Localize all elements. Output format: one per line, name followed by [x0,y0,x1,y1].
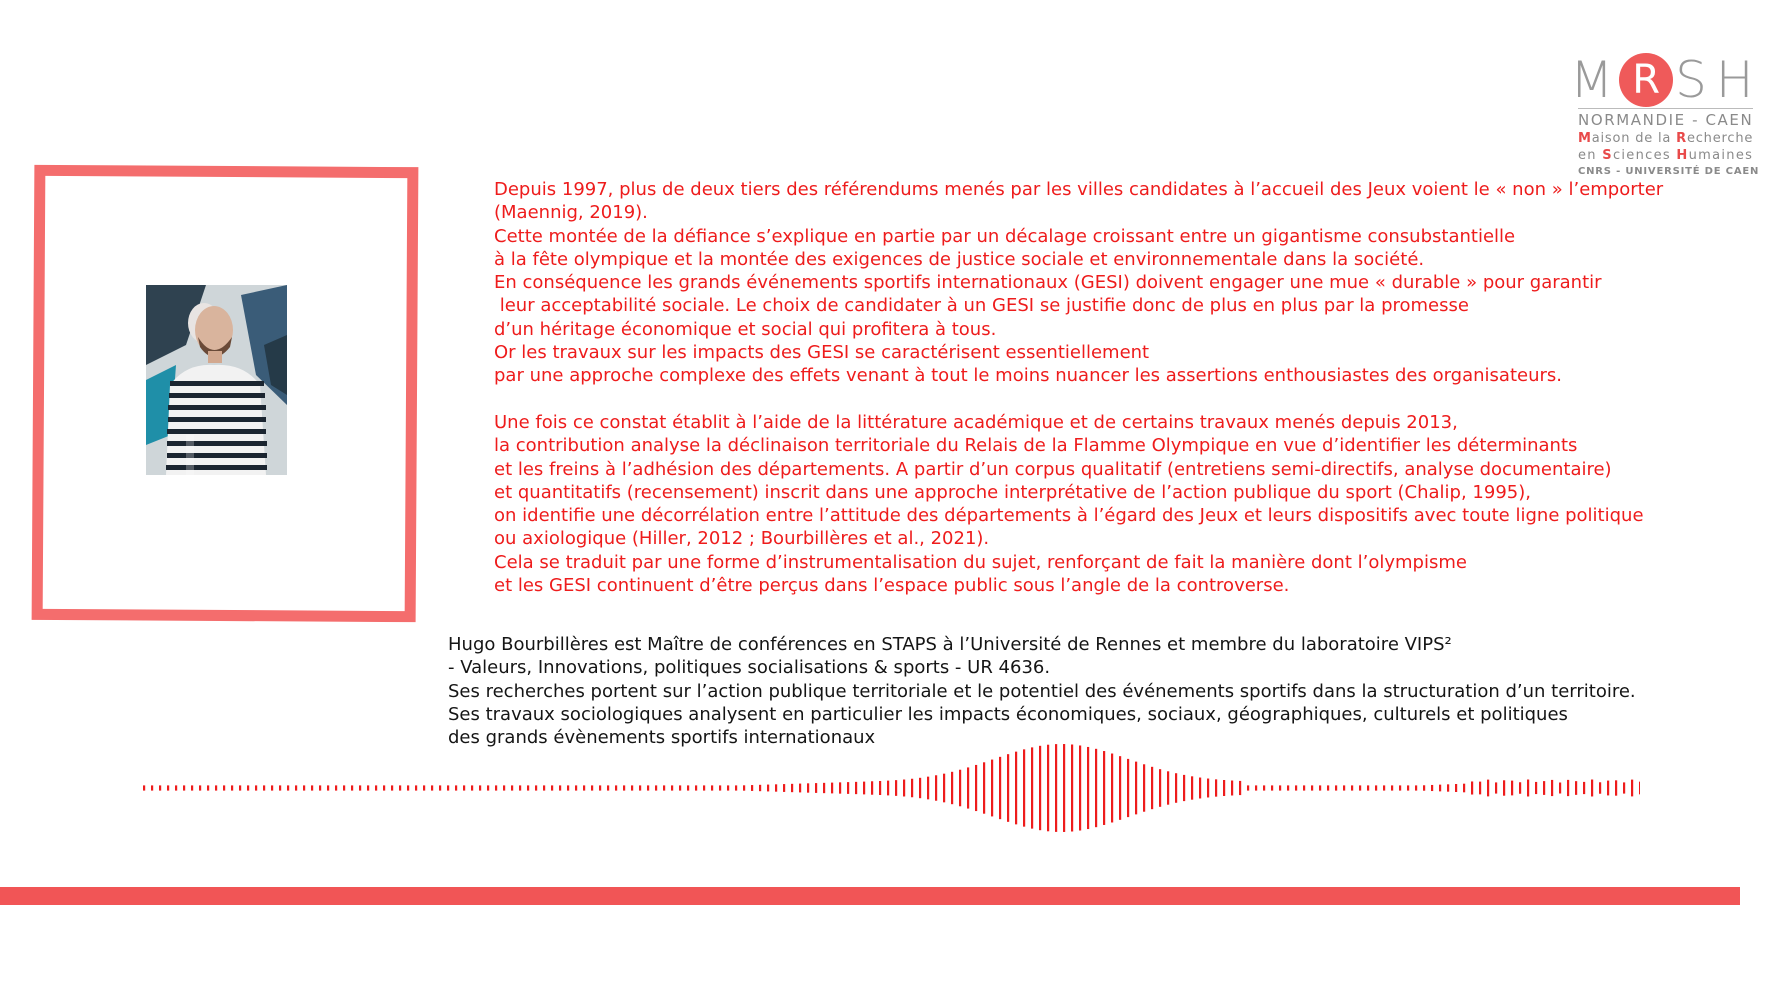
abstract-line: Or les travaux sur les impacts des GESI se caractérisent essentiellement [494,342,1150,364]
waveform-bar [1039,746,1041,830]
waveform-bar [1575,781,1577,795]
waveform-bar [1287,785,1289,790]
logo-letter-r: R [1619,53,1673,107]
waveform-bar [1151,767,1153,809]
waveform-bar [1207,779,1209,798]
waveform-bar [487,785,489,790]
waveform-bar [1503,780,1505,795]
waveform-bar [831,783,833,794]
waveform-bar [1567,780,1569,796]
waveform-bar [519,785,521,790]
waveform-bar [1431,785,1433,791]
waveform-bar [327,785,329,790]
waveform-bar [1087,747,1089,829]
waveform-bar [1359,785,1361,790]
waveform-bar [1407,785,1409,790]
logo-letter-m: M [1570,51,1614,109]
waveform-bar [1295,785,1297,790]
waveform-bar [743,785,745,790]
waveform-bar [1103,751,1105,825]
waveform-bar [823,783,825,793]
waveform-bar [575,785,577,790]
waveform-bar [1535,782,1537,794]
waveform-bar [679,785,681,790]
waveform-bar [943,774,945,803]
waveform-bar [543,785,545,790]
waveform-bar [1471,781,1473,794]
waveform-bar [431,785,433,790]
waveform-bar [1071,745,1073,832]
waveform-bar [1447,784,1449,791]
waveform-bar [303,785,305,790]
waveform-bar [967,767,969,808]
waveform-bar [1551,780,1553,796]
waveform-bar [719,785,721,790]
waveform-bar [159,785,161,790]
waveform-bar [759,785,761,791]
logo-maison: Maison de la Recherche [1578,131,1754,146]
waveform-bar [1191,776,1193,799]
waveform-bar [1423,785,1425,790]
waveform-bar [863,782,865,795]
waveform-bar [463,785,465,790]
waveform-bar [639,785,641,790]
abstract-line: et les GESI continuent d’être perçus dans l’espace public sous l’angle de la controverse. [494,575,1290,597]
waveform-bar [607,785,609,790]
waveform-bar [351,785,353,790]
waveform-bar [1215,779,1217,796]
waveform-bar [335,785,337,790]
waveform-bar [991,760,993,817]
waveform-bar [583,785,585,790]
logo-sciences: en Sciences Humaines [1578,148,1754,163]
logo-letter-s: S [1675,51,1707,109]
waveform-bar [1143,764,1145,811]
waveform-bar [255,785,257,790]
bio-line: Ses travaux sociologiques analysent en particulier les impacts économiques, sociaux, géographiques, culturels et politiques [448,703,1568,725]
waveform-bar [183,785,185,790]
abstract-line: à la fête olympique et la montée des exigences de justice sociale et environnementale dans la société. [494,248,1425,270]
waveform-bar [567,785,569,790]
abstract-line: En conséquence les grands événements sportifs internationaux (GESI) doivent engager une mue « durable » pour garantir [494,272,1602,294]
waveform-bar [1591,780,1593,797]
waveform-bar [479,785,481,790]
waveform-bar [1159,769,1161,807]
abstract-line: la contribution analyse la déclinaison territoriale du Relais de la Flamme Olympique en vue d’identifier les déterminants [494,435,1578,457]
waveform-bar [1631,780,1633,797]
waveform-bar [311,785,313,790]
waveform-bar [671,785,673,790]
waveform-bar [1135,762,1137,815]
bio-line: - Valeurs, Innovations, politiques socialisations & sports - UR 4636. [448,657,1051,679]
waveform-bar [1511,781,1513,796]
waveform-bar [1343,785,1345,790]
waveform-bar [1351,785,1353,790]
speaker-photo [146,285,287,475]
waveform-bar [207,785,209,790]
waveform-bar [559,785,561,790]
waveform-bar [367,785,369,790]
waveform-bar [663,785,665,790]
waveform-bar [167,785,169,790]
waveform-bar [751,785,753,791]
waveform-bar [783,784,785,792]
waveform-bar [495,785,497,790]
paragraph-spacer [494,388,1774,411]
waveform-bar [175,785,177,790]
waveform-bar [1367,785,1369,790]
waveform-bar [1399,785,1401,790]
waveform-bar [1495,782,1497,793]
waveform-bar [1391,785,1393,790]
waveform-bar [215,785,217,790]
waveform-bar [1255,785,1257,790]
waveform-bar [695,785,697,790]
waveform-bar [471,785,473,790]
waveform-bar [1319,785,1321,790]
waveform-bar [791,784,793,792]
waveform-bar [239,785,241,790]
waveform-bar [655,785,657,790]
abstract-line: Cela se traduit par une forme d’instrumentalisation du sujet, renforçant de fait la manière dont l’olympisme [494,551,1467,573]
waveform-bar [399,785,401,790]
bio-line: des grands évènements sportifs internationaux [448,727,876,749]
waveform-bar [231,785,233,790]
abstract-line: leur acceptabilité sociale. Le choix de candidater à un GESI se justifie donc de plus en plus par la promesse [494,295,1469,317]
waveform-bar [247,785,249,790]
waveform-bar [1023,749,1025,826]
waveform-bar [503,785,505,790]
waveform-bar [623,785,625,790]
waveform-bar [1127,759,1129,817]
waveform-bar [1183,775,1185,801]
waveform-bar [199,785,201,790]
waveform-bar [1439,785,1441,792]
waveform-bar [319,785,321,790]
abstract-line: et quantitatifs (recensement) inscrit dans une approche interprétative de l’action publique du sport (Chalip, 1995), [494,481,1531,503]
abstract-line: Depuis 1997, plus de deux tiers des référendums menés par les villes candidates à l’accueil des Jeux voient le « non » l’emporter [494,179,1664,200]
waveform-bar [1383,785,1385,790]
abstract-line: d’un héritage économique et social qui profitera à tous. [494,318,997,340]
waveform-bar [999,757,1001,819]
waveform-bar [911,779,913,797]
waveform-bar [1055,744,1057,832]
waveform-bar [223,785,225,790]
waveform-bar [279,785,281,790]
waveform-bar [1607,781,1609,796]
audio-waveform [140,740,1640,836]
waveform-bar [807,783,809,792]
waveform-bar [1519,782,1521,793]
waveform-bar [599,785,601,790]
waveform-bar [511,785,513,790]
waveform-bar [983,762,985,813]
waveform-bar [767,785,769,792]
waveform-bar [1311,785,1313,790]
waveform-bar [143,785,145,790]
speaker-bio [448,633,1636,749]
abstract-line: (Maennig, 2019). [494,202,648,224]
abstract-line: on identifie une décorrélation entre l’attitude des départements à l’égard des Jeux et leurs dispositifs avec toute ligne politique [494,505,1644,527]
waveform-bar [879,781,881,795]
waveform-bar [1175,773,1177,803]
waveform-bar [799,784,801,793]
logo-affiliation: CNRS - UNIVERSITÉ DE CAEN [1578,166,1760,177]
waveform-bar [191,785,193,790]
bottom-bar [0,887,1740,905]
waveform-bar [415,785,417,790]
waveform-bar [815,783,817,793]
waveform-bar [1231,781,1233,796]
waveform-bar [951,772,953,804]
abstract-line: Cette montée de la défiance s’explique en partie par un décalage croissant entre un gigantisme consubstantielle [494,225,1516,247]
waveform-bar [391,785,393,790]
waveform-bar [1615,780,1617,795]
waveform-bar [343,785,345,790]
waveform-bar [1479,782,1481,795]
abstract-line: ou axiologique (Hiller, 2012 ; Bourbillères et al., 2021). [494,528,990,550]
waveform-bar [1279,785,1281,790]
waveform-bar [927,777,929,800]
waveform-bar [847,782,849,794]
waveform-bar [631,785,633,790]
logo-letter-h: H [1715,51,1754,109]
waveform-bar [455,785,457,790]
waveform-bar [295,785,297,790]
waveform-bar [1047,745,1049,832]
waveform-bar [903,780,905,797]
waveform-bar [1303,785,1305,790]
bio-line: Hugo Bourbillères est Maître de conférences en STAPS à l’Université de Rennes et membre du laboratoire VIPS² [448,634,1452,655]
waveform-bar [775,784,777,791]
waveform-bar [703,785,705,790]
waveform-bar [591,785,593,790]
waveform-bar [1543,781,1545,795]
waveform-bar [359,785,361,790]
waveform-bar [1487,780,1489,797]
waveform-bar [263,785,265,790]
waveform-bar [1455,784,1457,792]
waveform-bar [1079,745,1081,830]
waveform-bar [271,785,273,790]
waveform-bar [855,782,857,794]
waveform-bar [1599,782,1601,793]
waveform-bar [1095,749,1097,827]
bio-line: Ses recherches portent sur l’action publique territoriale et le potentiel des événements sportifs dans la structuration d’un territoire. [448,680,1636,702]
waveform-bar [687,785,689,790]
abstract-line: Une fois ce constat établit à l’aide de la littérature académique et de certains travaux menés depuis 2013, [494,411,1458,433]
waveform-bar [383,785,385,790]
waveform-bar [1007,754,1009,822]
waveform-bar [735,785,737,790]
abstract-line: par une approche complexe des effets venant à tout le moins nuancer les assertions enthousiastes des organisateurs. [494,365,1562,387]
waveform-bar [887,781,889,796]
mrsh-logo [1570,52,1760,180]
waveform-bar [975,765,977,811]
waveform-bar [1415,785,1417,790]
waveform-bar [935,775,937,800]
waveform-bar [1119,756,1121,820]
waveform-bar [615,785,617,790]
waveform-bar [647,785,649,790]
waveform-bar [535,785,537,790]
waveform-bar [1031,747,1033,828]
abstract-line: et les freins à l’adhésion des départements. A partir d’un corpus qualitatif (entretiens semi-directifs, analyse documentaire) [494,458,1612,480]
waveform-bar [151,785,153,790]
waveform-bar [287,785,289,790]
waveform-bar [1583,782,1585,794]
waveform-bar [375,785,377,790]
waveform-bar [407,785,409,790]
waveform-bar [1623,782,1625,793]
waveform-bar [727,785,729,790]
waveform-bar [1375,785,1377,790]
waveform-bar [871,781,873,794]
waveform-bar [1199,778,1201,799]
waveform-bar [1335,785,1337,790]
waveform-bar [1271,785,1273,790]
waveform-bar [895,780,897,796]
waveform-bar [1239,781,1241,795]
waveform-bar [711,785,713,790]
waveform-bar [1015,752,1017,825]
waveform-bar [1063,744,1065,832]
waveform-bar [839,782,841,793]
waveform-bar [1559,782,1561,793]
waveform-bar [527,785,529,790]
waveform-bar [1527,780,1529,797]
waveform-bar [1111,754,1113,823]
waveform-bar [919,778,921,798]
waveform-bar [1247,785,1249,790]
waveform-bar [447,785,449,790]
waveform-bar [1463,784,1465,793]
waveform-bar [551,785,553,790]
waveform-bar [423,785,425,790]
waveform-bar [1167,771,1169,804]
waveform-bar [1263,785,1265,790]
logo-subtitle: NORMANDIE - CAEN [1578,108,1753,129]
abstract-text [494,178,1774,597]
waveform-bar [439,785,441,790]
waveform-bar [1327,785,1329,790]
waveform-bar [959,770,961,807]
waveform-bar [1639,782,1640,795]
waveform-bar [1223,780,1225,796]
